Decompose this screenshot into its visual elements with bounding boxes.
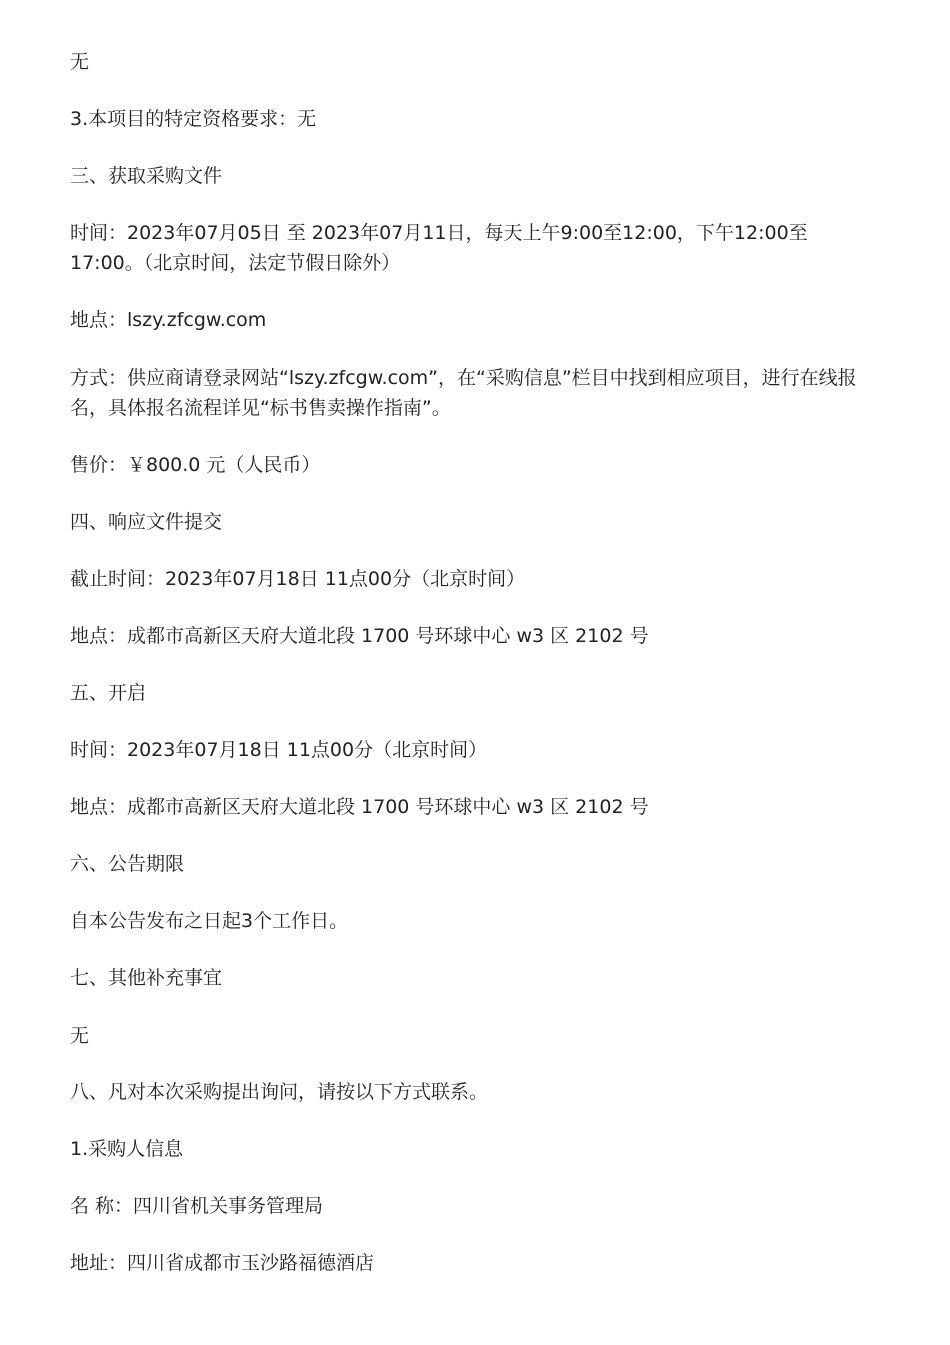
text-line: 地点：成都市高新区天府大道北段 1700 号环球中心 w3 区 2102 号 (70, 625, 649, 647)
section-heading: 四、响应文件提交 (70, 511, 223, 533)
text-line: 时间：2023年07月18日 11点00分（北京时间） (70, 739, 488, 761)
text-line: 无 (70, 51, 90, 73)
text-line: 3.本项目的特定资格要求：无 (70, 108, 317, 130)
text-line: 地点：成都市高新区天府大道北段 1700 号环球中心 w3 区 2102 号 (70, 796, 649, 818)
section-heading: 八、凡对本次采购提出询问，请按以下方式联系。 (70, 1081, 489, 1103)
text-line: 售价：￥800.0 元（人民币） (70, 454, 321, 476)
text-line: 名 称：四川省机关事务管理局 (70, 1195, 324, 1217)
text-line: 自本公告发布之日起3个工作日。 (70, 910, 349, 932)
text-line: 1.采购人信息 (70, 1138, 184, 1160)
section-heading: 三、获取采购文件 (70, 165, 223, 187)
text-line: 无 (70, 1025, 90, 1047)
text-line: 截止时间：2023年07月18日 11点00分（北京时间） (70, 568, 526, 590)
section-heading: 七、其他补充事宜 (70, 967, 223, 989)
text-paragraph: 方式：供应商请登录网站“lszy.zfcgw.com”，在“采购信息”栏目中找到相应项目，进行在线报名，具体报名流程详见“标书售卖操作指南”。 (70, 367, 857, 419)
text-line: 地点：lszy.zfcgw.com (70, 309, 267, 331)
section-heading: 六、公告期限 (70, 853, 185, 875)
text-line: 地址：四川省成都市玉沙路福德酒店 (70, 1252, 375, 1274)
section-heading: 五、开启 (70, 682, 147, 704)
text-paragraph: 时间：2023年07月05日 至 2023年07月11日，每天上午9:00至12:00，下午12:00至17:00。（北京时间，法定节假日除外） (70, 222, 808, 274)
